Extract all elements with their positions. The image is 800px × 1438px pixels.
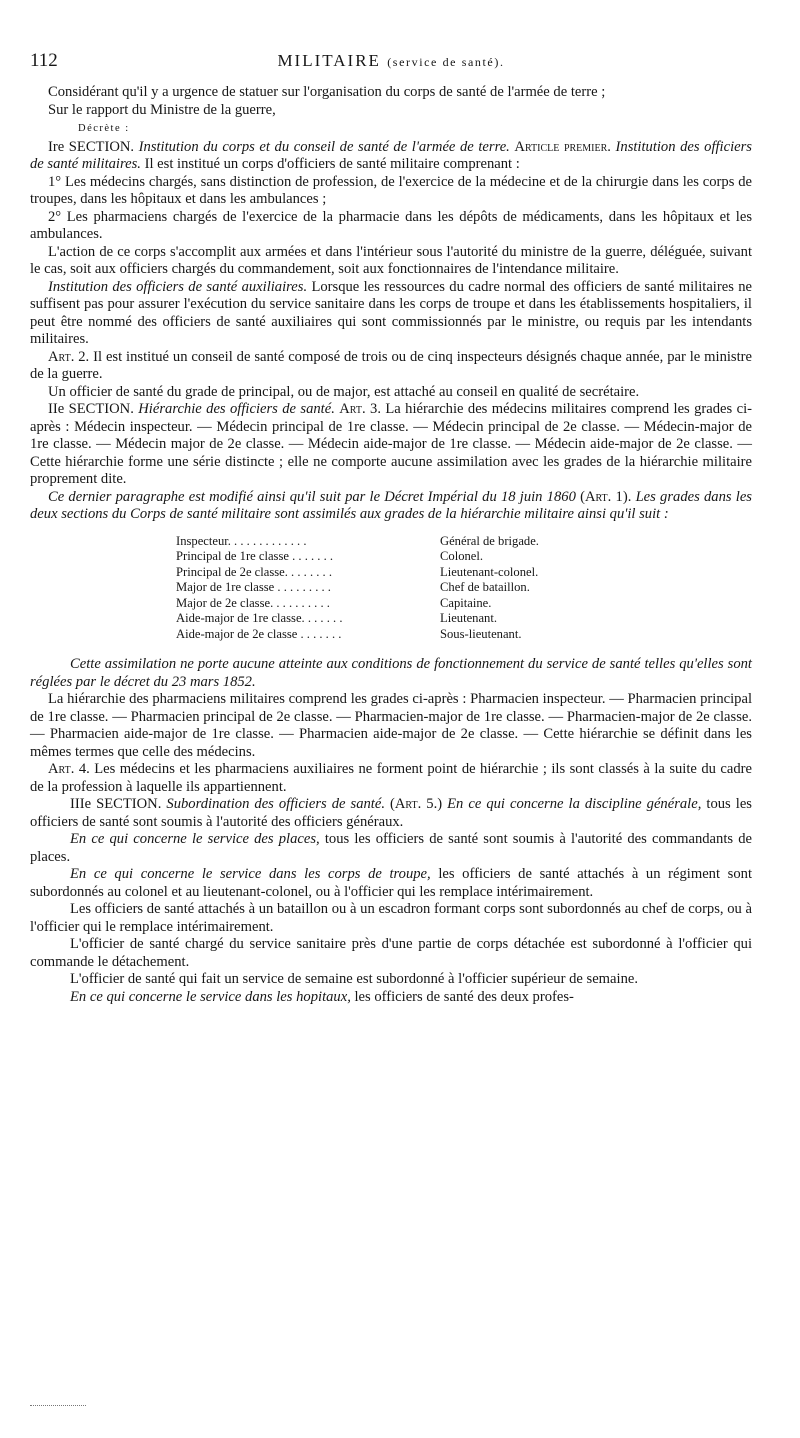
subheading: Institution des officiers de santé auxiliaires.: [48, 278, 308, 295]
italic-phrase: En ce qui concerne la discipline générale,: [447, 796, 702, 812]
rank-cell: Chef de bataillon.: [440, 580, 530, 594]
grade-cell: Inspecteur. . . . . . . . . . . . .: [176, 533, 307, 548]
list-item: 1° Les médecins chargés, sans distinction de profession, de l'exercice de la médecine et de la chirurgie dans les corps de troupes, dans les hôpitaux et dans les ambulances ;: [30, 173, 752, 207]
running-title-main: MILITAIRE: [277, 51, 381, 70]
table-row: [176, 611, 752, 627]
paragraph: L'officier de santé qui fait un service de semaine est subordonné à l'officier supérieur de semaine.: [70, 971, 638, 987]
table-row: [176, 549, 752, 565]
paragraph-text: tous les officiers de santé sont soumis à l'autorité des commandants de places.: [30, 831, 752, 865]
page-header: [30, 52, 752, 76]
article-text: La hiérarchie des médecins militaires comprend les grades ci-après : Médecin inspecteur. — Médecin principal de 1re classe. — Médecin principal de 2e classe. — Médecin-major de 1re classe. — Médecin major de 2e classe. — Médecin aide-major de 1re classe. — Médecin aide-major de 2e classe. — Cette hiérarchie forme une série distincte ; elle ne comporte aucune assimilation avec les grades de la hiérarchie militaire proprement dite.: [30, 401, 753, 487]
grade-cell: Aide-major de 2e classe . . . . . . .: [176, 626, 342, 641]
amendment-text: Les grades dans les deux sections du Corps de santé militaire sont assimilés aux grades de la hiérarchie militaire ainsi qu'il suit :: [30, 488, 752, 522]
paragraph: [30, 866, 752, 901]
rank-cell: Colonel.: [440, 549, 484, 563]
article-label: Art. 2.: [48, 348, 90, 365]
article-label: (Art. 5.): [390, 796, 443, 812]
grade-cell: Principal de 1re classe . . . . . . .: [176, 549, 334, 563]
page-end-rule: [30, 1405, 86, 1406]
italic-phrase: En ce qui concerne le service dans les hopitaux,: [70, 988, 351, 1005]
list-item: 2° Les pharmaciens chargés de l'exercice de la pharmacie dans les dépôts de médicaments, dans les hôpitaux et les ambulances.: [30, 208, 752, 242]
grade-cell: Aide-major de 1re classe. . . . . . .: [176, 611, 343, 625]
table-row: [176, 534, 752, 550]
article-2: [30, 349, 752, 384]
paragraph: [30, 989, 752, 1007]
article-title: Institution des officiers de santé militaires.: [30, 138, 752, 172]
article-label: Art. 3.: [339, 401, 381, 417]
intro-paragraph: Sur le rapport du Ministre de la guerre,: [48, 101, 276, 118]
amendment-text: Ce dernier paragraphe est modifié ainsi qu'il suit par le Décret Impérial du 18 juin 1860: [48, 488, 576, 505]
paragraph-text: Lorsque les ressources du cadre normal des officiers de santé militaires ne suffisent pas pour assurer l'exécution du service sanitaire dans les corps de troupe et dans les établissements hospitaliers, il peut être nommé des officiers de santé auxiliaires qui sont commissionnés par le ministre, ou requis par les intendants militaires.: [30, 278, 752, 347]
paragraph-text: les officiers de santé des deux profes-: [354, 988, 574, 1005]
section-label: Ire SECTION.: [48, 138, 135, 155]
section-title: Subordination des officiers de santé.: [166, 796, 385, 812]
paragraph: La hiérarchie des pharmaciens militaires comprend les grades ci-après : Pharmacien inspecteur. — Pharmacien principal de 1re classe. — Pharmacien principal de 2e classe. — Pharmacien-major de 1re classe. — Pharmacien-major de 2e classe. — Pharmacien aide-major de 1re classe. — Pharmacien aide-major de 2e classe. — Cette hiérarchie se définit dans les mêmes termes que celle des médecins.: [30, 691, 752, 760]
article-text: Il est institué un corps d'officiers de santé militaire comprenant :: [144, 156, 520, 172]
running-title-sub: (service de santé).: [387, 55, 505, 69]
section-title: Hiérarchie des officiers de santé.: [138, 401, 335, 417]
page-number: 112: [30, 50, 58, 71]
article-text: Les médecins et les pharmaciens auxiliaires ne forment point de hiérarchie ; ils sont classés à la suite du cadre de la profession à laquelle ils appartiennent.: [30, 761, 752, 795]
paragraph: Les officiers de santé attachés à un bataillon ou à un escadron formant corps sont subordonnés au chef de corps, ou à l'officier qui le remplace intérimairement.: [30, 901, 752, 935]
italic-phrase: En ce qui concerne le service dans les corps de troupe,: [70, 866, 431, 882]
italic-phrase: En ce qui concerne le service des places,: [70, 831, 320, 847]
table-row: [176, 565, 752, 581]
section-title: Institution du corps et du conseil de santé de l'armée de terre.: [138, 138, 510, 155]
paragraph-text: les officiers de santé attachés à un régiment sont subordonnés au colonel et au lieutenant-colonel, ou à l'officier qui les remplace intérimairement.: [30, 866, 752, 900]
article-4: [30, 761, 752, 796]
section-1-heading: [30, 139, 752, 174]
paragraph: [30, 279, 752, 349]
grade-cell: Major de 2e classe. . . . . . . . . .: [176, 595, 330, 610]
article-text: Il est institué un conseil de santé composé de trois ou de cinq inspecteurs désignés chaque année, par le ministre de la guerre.: [30, 348, 752, 382]
section-label: IIe SECTION.: [48, 401, 134, 417]
rank-cell: Capitaine.: [440, 595, 492, 610]
rank-assimilation-table: [176, 534, 752, 643]
amendment-paragraph: [30, 489, 752, 524]
paragraph: Un officier de santé du grade de principal, ou de major, est attaché au conseil en qualité de secrétaire.: [48, 383, 640, 400]
section-label: IIIe SECTION.: [70, 796, 162, 812]
intro-paragraph: Considérant qu'il y a urgence de statuer sur l'organisation du corps de santé de l'armée de terre ;: [48, 84, 606, 100]
table-row: [176, 596, 752, 612]
table-row: [176, 627, 752, 643]
rank-cell: Général de brigade.: [440, 533, 539, 548]
paragraph: L'officier de santé chargé du service sanitaire près d'une partie de corps détachée est subordonné à l'officier qui commande le détachement.: [30, 936, 752, 970]
assimilation-note: Cette assimilation ne porte aucune atteinte aux conditions de fonctionnement du service de santé telles qu'elles sont réglées par le décret du 23 mars 1852.: [30, 656, 752, 690]
grade-cell: Principal de 2e classe. . . . . . . .: [176, 564, 332, 579]
paragraph-text: tous les officiers de santé sont soumis à l'autorité des officiers généraux.: [30, 796, 752, 830]
decree-heading: Décrète :: [78, 123, 130, 134]
article-label: Article premier.: [514, 138, 611, 155]
section-2-heading: [30, 401, 752, 489]
table-row: [176, 580, 752, 596]
grade-cell: Major de 1re classe . . . . . . . . .: [176, 580, 331, 594]
paragraph: [30, 831, 752, 866]
rank-cell: Lieutenant.: [440, 611, 497, 625]
article-reference: (Art. 1).: [580, 488, 632, 505]
rank-cell: Sous-lieutenant.: [440, 626, 522, 641]
section-3-heading: [30, 796, 752, 831]
rank-cell: Lieutenant-colonel.: [440, 564, 539, 579]
article-label: Art. 4.: [48, 761, 90, 777]
paragraph: L'action de ce corps s'accomplit aux armées et dans l'intérieur sous l'autorité du ministre de la guerre, déléguée, suivant le cas, soit aux officiers chargés du commandement, soit aux fonctionnaires de l'intendance militaire.: [30, 243, 752, 277]
running-title: [100, 52, 752, 72]
